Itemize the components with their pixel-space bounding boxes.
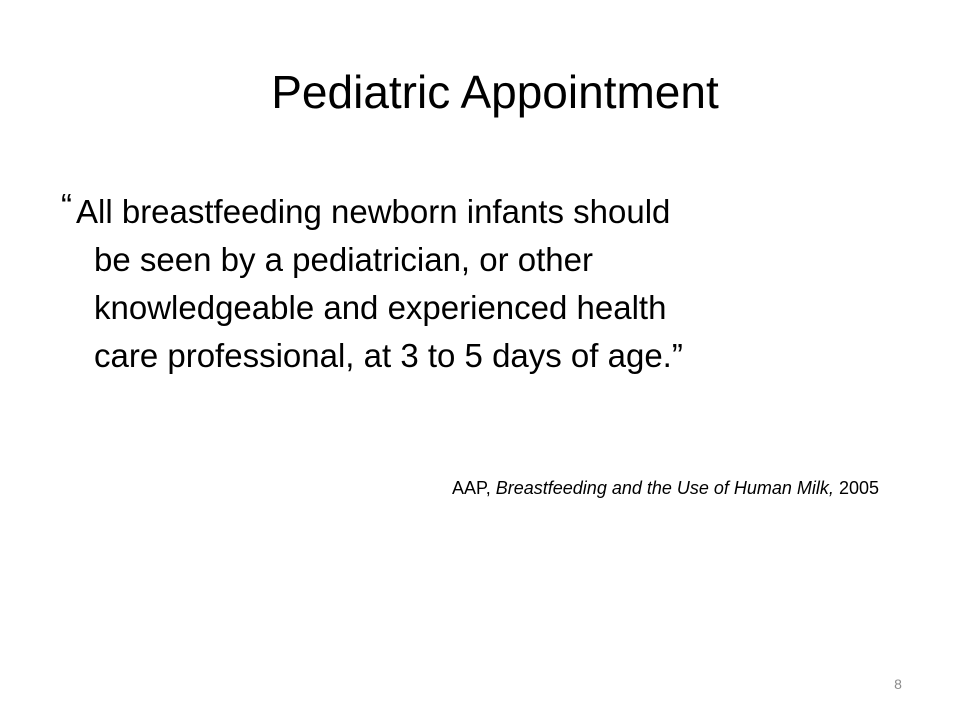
page-number: 8 [894,676,902,692]
quote-block [61,187,888,380]
citation-year: 2005 [838,478,879,498]
citation [0,476,879,500]
open-quote-mark: “ [61,187,72,224]
quote-line-3: knowledgeable and experienced health [94,289,667,326]
quote-line-4: care professional, at 3 to 5 days of age.” [94,337,683,374]
citation-work: Breastfeeding and the Use of Human Milk, [495,478,834,498]
citation-author: AAP, [452,478,491,498]
quote-line-2: be seen by a pediatrician, or other [94,241,593,278]
quote-line-1: All breastfeeding newborn infants should [76,193,671,230]
slide-title: Pediatric Appointment [271,66,719,118]
